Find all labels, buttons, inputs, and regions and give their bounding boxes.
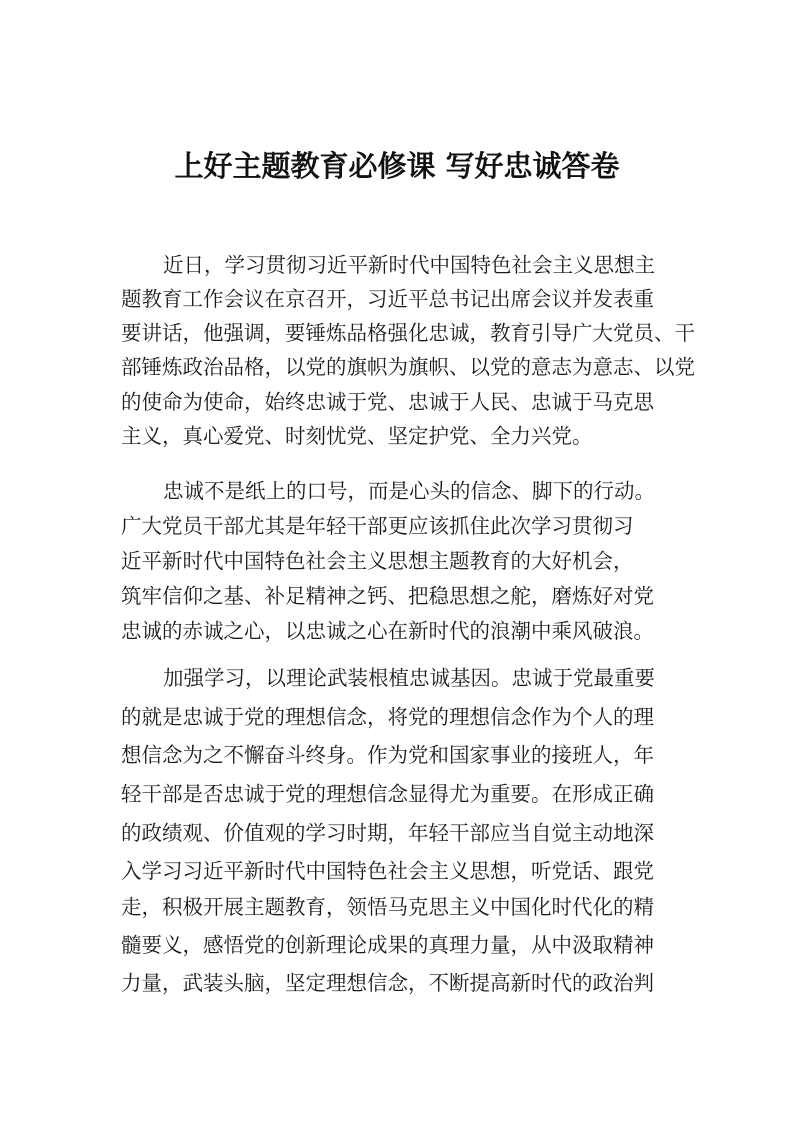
paragraph-line: 加强学习，以理论武装根植忠诚基因。忠诚于党最重要 — [163, 666, 655, 690]
paragraph-line: 忠诚不是纸上的口号，而是心头的信念、脚下的行动。 — [163, 479, 655, 503]
paragraph-line: 题教育工作会议在京召开，习近平总书记出席会议并发表重 — [121, 287, 654, 311]
paragraph-line: 的就是忠诚于党的理想信念，将党的理想信念作为个人的理 — [121, 705, 654, 729]
paragraph-line: 入学习习近平新时代中国特色社会主义思想，听党话、跟党 — [121, 859, 654, 883]
paragraph-line: 力量，武装头脑，坚定理想信念，不断提高新时代的政治判 — [121, 971, 654, 995]
paragraph-line: 要讲话，他强调，要锤炼品格强化忠诚，教育引导广大党员、干 — [121, 321, 695, 345]
paragraph-line: 轻干部是否忠诚于党的理想信念显得尤为重要。在形成正确 — [121, 782, 654, 806]
document-title: 上好主题教育必修课 写好忠诚答卷 — [174, 149, 620, 183]
paragraph-line: 近日，学习贯彻习近平新时代中国特色社会主义思想主 — [163, 253, 655, 277]
paragraph-line: 忠诚的赤诚之心，以忠诚之心在新时代的浪潮中乘风破浪。 — [121, 619, 654, 643]
paragraph-line: 近平新时代中国特色社会主义思想主题教育的大好机会， — [121, 549, 634, 573]
paragraph-line: 部锤炼政治品格，以党的旗帜为旗帜、以党的意志为意志、以党 — [121, 355, 695, 379]
paragraph-line: 广大党员干部尤其是年轻干部更应该抓住此次学习贯彻习 — [121, 514, 634, 538]
paragraph-line: 主义，真心爱党、时刻忧党、坚定护党、全力兴党。 — [121, 424, 593, 448]
paragraph-line: 的政绩观、价值观的学习时期，年轻干部应当自觉主动地深 — [121, 821, 654, 845]
paragraph-line: 髓要义，感悟党的创新理论成果的真理力量，从中汲取精神 — [121, 933, 654, 957]
paragraph-line: 筑牢信仰之基、补足精神之钙、把稳思想之舵，磨炼好对党 — [121, 584, 654, 608]
paragraph-line: 走，积极开展主题教育，领悟马克思主义中国化时代化的精 — [121, 895, 654, 919]
paragraph-line: 的使命为使命，始终忠诚于党、忠诚于人民、忠诚于马克思 — [121, 390, 654, 414]
paragraph-line: 想信念为之不懈奋斗终身。作为党和国家事业的接班人，年 — [121, 743, 654, 767]
